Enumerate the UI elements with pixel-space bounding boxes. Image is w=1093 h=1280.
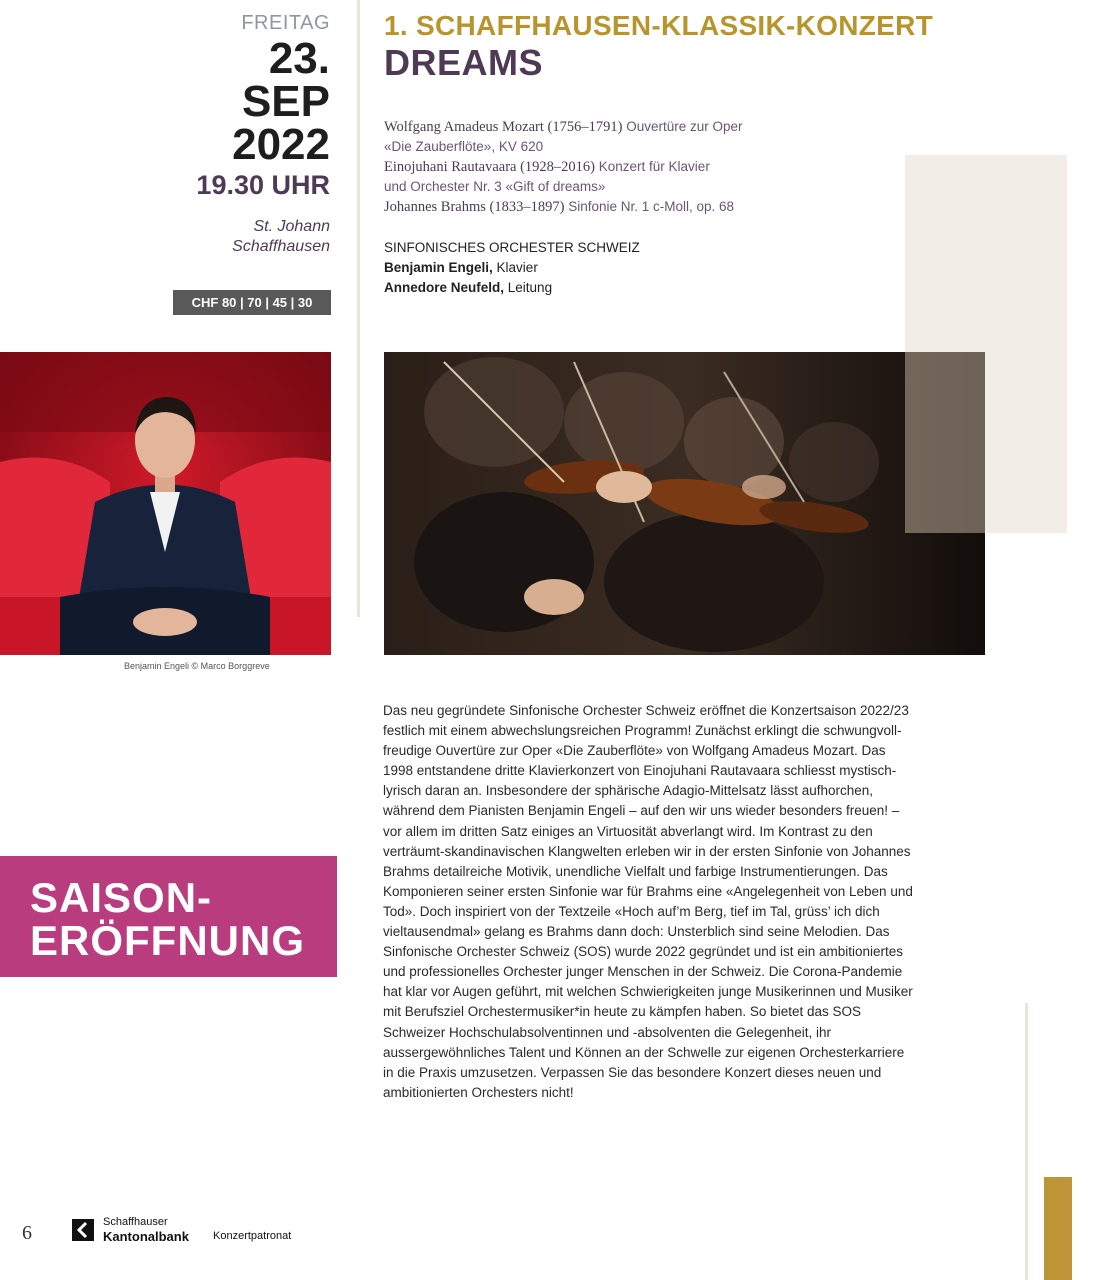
performer-row: [384, 258, 640, 278]
article-body: Das neu gegründete Sinfonische Orchester Schweiz eröffnet die Konzertsaison 2022/23 festlich mit einem abwechslungsreichen Programm! Zunächst erklingt die schwungvoll-freudige Ouvertüre zur Oper «Die Zauberflöte» von Wolfgang Amadeus Mozart. Das 1998 entstandene dritte Klavierkonzert von Einojuhani Rautavaara schliesst mystisch-lyrisch daran an. Insbesondere der sphärische Adagio-Mittelsatz lässt aufhorchen, während dem Pianisten Benjamin Engeli – auf den wir uns wieder besonders freuen! – vor allem im dritten Satz einiges an Virtuosität abverlangt wird. Im Kontrast zu den verträumt-skandinavischen Klangwelten erleben wir in der ersten Sinfonie von Johannes Brahms detailreiche Motivik, unendliche Vielfalt und farbige Instrumentierungen. Das Komponieren seiner ersten Sinfonie war für Brahms eine «Angelegenheit von Leben und Tod». Doch inspiriert von der Textzeile «Hoch auf’m Berg, tief im Tal, grüss’ ich dich vieltausendmal» gelang es Brahms dann doch: Unsterblich sind seine Melodien. Das Sinfonische Orchester Schweiz (SOS) wurde 2022 gegründet und ist ein ambitioniertes und professionelles Orchester junger Menschen in der Schweiz. Die Corona-Pandemie hat klar vor Augen geführt, mit welchen Schwierigkeiten junge Musikerinnen und Musiker mit Berufsziel Orchestermusiker*in heute zu kämpfen haben. So bietet das SOS Schweizer Hochschulabsolventinnen und -absolventen die Gelegenheit, ihr aussergewöhnliches Talent und Können an der Schwelle zur eigenen Orchesterkarriere in die Praxis umzusetzen. Verpassen Sie das besondere Konzert dieses neuen und ambitionierten Orchesters nicht!: [383, 703, 913, 1100]
patronage-label: Konzertpatronat: [213, 1230, 292, 1242]
performer-role: Leitung: [507, 280, 553, 295]
divider-line: [357, 0, 360, 617]
orchestra-name: SINFONISCHES ORCHESTER SCHWEIZ: [384, 240, 640, 255]
program-item: [384, 117, 904, 157]
page-edge-marker: [1044, 1177, 1072, 1280]
pianist-photo: [0, 352, 331, 655]
composer: Wolfgang Amadeus Mozart (1756–1791): [384, 119, 623, 135]
program-list: [384, 117, 904, 217]
composer: Johannes Brahms (1833–1897): [384, 199, 565, 215]
program-item: [384, 197, 904, 217]
concert-series-title: 1. SCHAFFHAUSEN-KLASSIK-KONZERT: [384, 10, 934, 41]
bank-name-line-1: Schaffhauser: [103, 1216, 168, 1228]
event-year: 2022: [232, 120, 330, 169]
venue-line-1: St. Johann: [253, 218, 330, 235]
section-label-line-1: SAISON-: [30, 874, 213, 921]
bank-name-line-2: Kantonalbank: [103, 1229, 189, 1244]
section-label: [30, 876, 305, 962]
concert-title: DREAMS: [384, 42, 544, 83]
work: Sinfonie Nr. 1 c-Moll, op. 68: [568, 199, 735, 214]
performer-name: Annedore Neufeld,: [384, 280, 505, 295]
page-number: 6: [22, 1222, 32, 1244]
orchestra-photo: [384, 352, 985, 655]
performer-row: [384, 278, 640, 298]
program-item: [384, 157, 904, 197]
divider-line: [1025, 1003, 1028, 1280]
event-day: 23.: [268, 34, 330, 83]
section-label-line-2: ERÖFFNUNG: [30, 917, 305, 964]
performer-role: Klavier: [496, 260, 538, 275]
performers: [384, 238, 640, 298]
work: und Orchester Nr. 3 «Gift of dreams»: [384, 179, 606, 194]
performer-name: Benjamin Engeli,: [384, 260, 493, 275]
work: «Die Zauberflöte», KV 620: [384, 139, 544, 154]
work: Konzert für Klavier: [598, 159, 710, 174]
composer: Einojuhani Rautavaara (1928–2016): [384, 159, 595, 175]
event-month: SEP: [241, 77, 330, 126]
bank-logo-icon: [72, 1219, 94, 1241]
photo-caption: Benjamin Engeli © Marco Borggreve: [124, 661, 270, 671]
price-badge: CHF 80 | 70 | 45 | 30: [173, 290, 331, 315]
weekday: FREITAG: [241, 12, 330, 34]
venue-line-2: Schaffhausen: [232, 238, 330, 255]
work: Ouvertüre zur Oper: [626, 119, 743, 134]
venue: [232, 217, 330, 257]
event-time: 19.30 UHR: [196, 170, 330, 200]
decorative-overlay: [905, 352, 985, 533]
